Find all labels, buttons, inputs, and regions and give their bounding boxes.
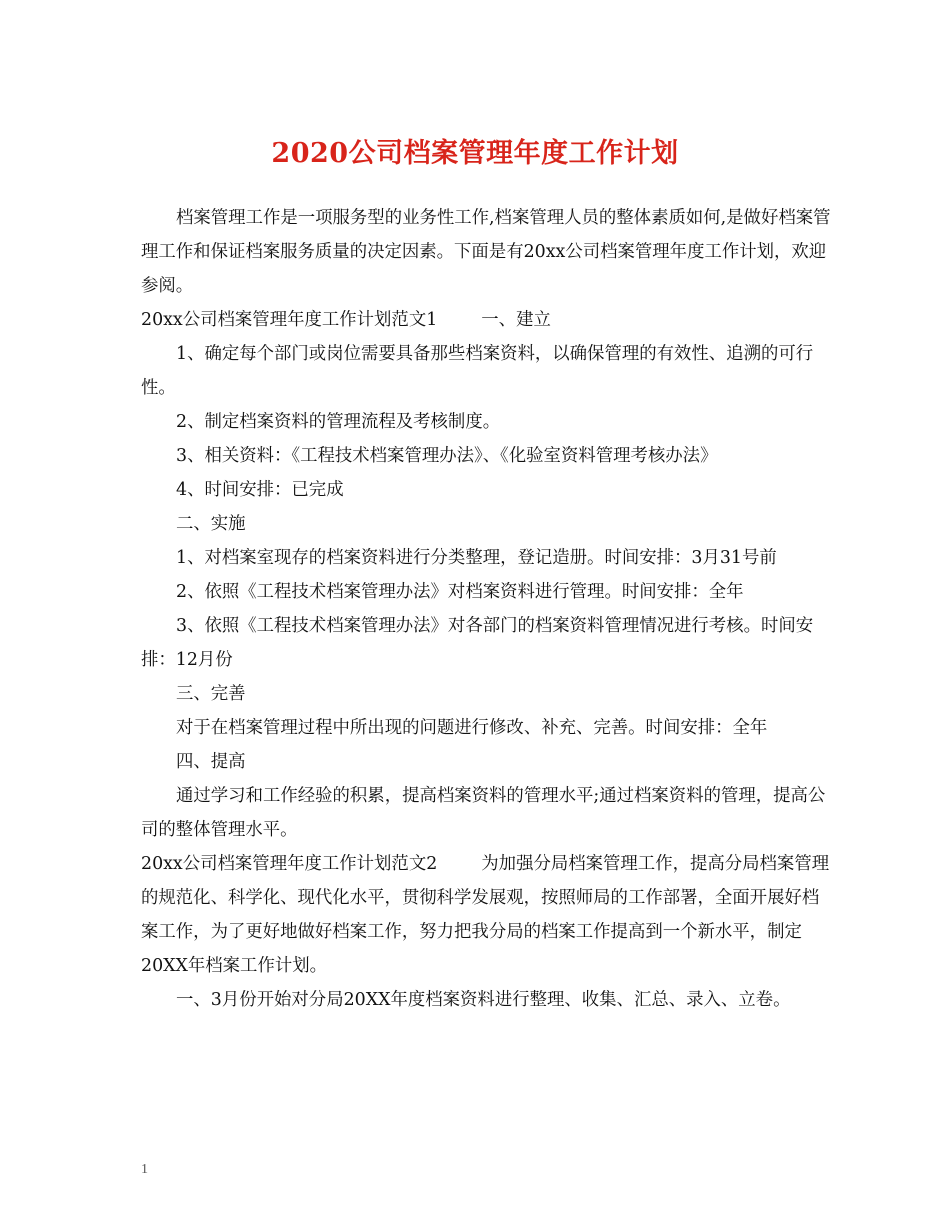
section2-label: 二、实施 [176,514,246,534]
section3-label: 三、完善 [176,684,246,704]
sample2-heading: 20xx公司档案管理年度工作计划范文2 [141,854,438,874]
section4-label: 四、提高 [176,752,246,772]
page-number: 1 [141,1162,148,1177]
s1-item2: 2、制定档案资料的管理流程及考核制度。 [176,412,501,432]
document-body [141,201,831,1017]
s2-item2: 2、依照《工程技术档案管理办法》对档案资料进行管理。时间安排：全年 [176,582,744,602]
s1-item4: 4、时间安排：已完成 [176,480,344,500]
document-title: 2020公司档案管理年度工作计划 [271,138,679,169]
s4-text: 通过学习和工作经验的积累，提高档案资料的管理水平;通过档案资料的管理，提高公司的整体管理水平。 [141,786,826,840]
intro-paragraph: 档案管理工作是一项服务型的业务性工作,档案管理人员的整体素质如何,是做好档案管理工作和保证档案服务质量的决定因素。下面是有20xx公司档案管理年度工作计划，欢迎参阅。 [141,208,831,296]
s3-text: 对于在档案管理过程中所出现的问题进行修改、补充、完善。时间安排：全年 [176,718,768,738]
s2b-item1: 一、3月份开始对分局20XX年度档案资料进行整理、收集、汇总、录入、立卷。 [176,990,791,1010]
sample2-intro: 为加强分局档案管理工作，提高分局档案管理的规范化、科学化、现代化水平，贯彻科学发展观，按照师局的工作部署，全面开展好档案工作，为了更好地做好档案工作，努力把我分局的档案工作提高到一个新水平，制定20XX年档案工作计划。 [141,854,830,976]
s2-item1: 1、对档案室现存的档案资料进行分类整理，登记造册。时间安排：3月31号前 [176,548,777,568]
section1-label: 一、建立 [481,310,551,330]
sample2-paragraph [141,847,831,983]
sample1-heading-line [141,303,831,337]
s1-item1: 1、确定每个部门或岗位需要具备那些档案资料，以确保管理的有效性、追溯的可行性。 [141,344,814,398]
s1-item3: 3、相关资料：《工程技术档案管理办法》、《化验室资料管理考核办法》 [176,446,718,466]
s2-item3: 3、依照《工程技术档案管理办法》对各部门的档案资料管理情况进行考核。时间安排：12月份 [141,616,814,670]
sample1-heading: 20xx公司档案管理年度工作计划范文1 [141,310,438,330]
